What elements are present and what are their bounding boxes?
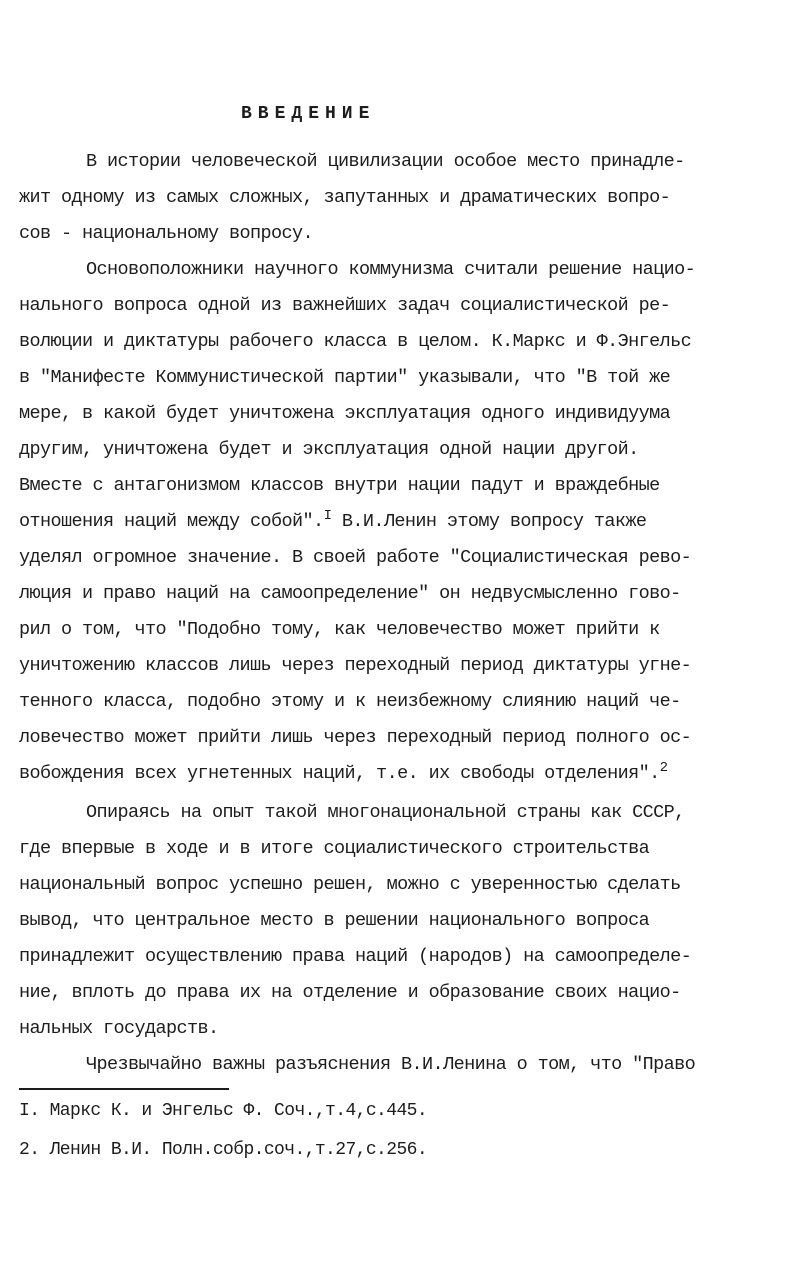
text-line: ловечество может прийти лишь через переходный период полного ос- bbox=[19, 727, 692, 748]
text-line: В истории человеческой цивилизации особое место принадле- bbox=[86, 151, 685, 172]
text-segment: отношения наций между собой". bbox=[19, 511, 324, 532]
text-line: ние, вплоть до права их на отделение и образование своих нацио- bbox=[19, 982, 681, 1003]
text-line bbox=[19, 760, 668, 785]
text-line: Чрезвычайно важны разъяснения В.И.Ленина о том, что "Право bbox=[86, 1054, 696, 1075]
text-line: мере, в какой будет уничтожена эксплуатация одного индивидуума bbox=[19, 403, 671, 424]
text-line: Вместе с антагонизмом классов внутри нации падут и враждебные bbox=[19, 475, 660, 496]
text-line: жит одному из самых сложных, запутанных и драматических вопро- bbox=[19, 187, 671, 208]
text-line: люция и право наций на самоопределение" он недвусмысленно гово- bbox=[19, 583, 681, 604]
text-line: национальный вопрос успешно решен, можно с уверенностью сделать bbox=[19, 874, 681, 895]
text-line bbox=[19, 508, 647, 533]
text-line: рил о том, что "Подобно тому, как человечество может прийти к bbox=[19, 619, 660, 640]
text-line: в "Манифесте Коммунистической партии" указывали, что "В той же bbox=[19, 367, 671, 388]
text-line: тенного класса, подобно этому и к неизбежному слиянию наций че- bbox=[19, 691, 681, 712]
page-title: ВВЕДЕНИЕ bbox=[241, 104, 376, 124]
footnote-mark: I bbox=[323, 508, 332, 524]
text-line: где впервые в ходе и в итоге социалистического строительства bbox=[19, 838, 650, 859]
text-line: уделял огромное значение. В своей работе "Социалистическая рево- bbox=[19, 547, 692, 568]
text-line: нальных государств. bbox=[19, 1018, 219, 1039]
text-segment: вобождения всех угнетенных наций, т.е. их свободы отделения". bbox=[19, 763, 660, 784]
text-line: уничтожению классов лишь через переходный период диктатуры угне- bbox=[19, 655, 692, 676]
text-line: волюции и диктатуры рабочего класса в целом. К.Маркс и Ф.Энгельс bbox=[19, 331, 692, 352]
text-line: сов - национальному вопросу. bbox=[19, 223, 314, 244]
text-line: другим, уничтожена будет и эксплуатация одной нации другой. bbox=[19, 439, 639, 460]
footnote-divider bbox=[19, 1088, 229, 1090]
text-line: вывод, что центральное место в решении национального вопроса bbox=[19, 910, 650, 931]
text-line: нального вопроса одной из важнейших задач социалистической ре- bbox=[19, 295, 671, 316]
text-line: принадлежит осуществлению права наций (народов) на самоопределе- bbox=[19, 946, 692, 967]
text-segment: В.И.Ленин этому вопросу также bbox=[331, 511, 647, 532]
text-line: Основоположники научного коммунизма считали решение нацио- bbox=[86, 259, 696, 280]
footnote: I. Маркс К. и Энгельс Ф. Соч.,т.4,с.445. bbox=[19, 1101, 428, 1121]
footnote: 2. Ленин В.И. Полн.собр.соч.,т.27,с.256. bbox=[19, 1140, 428, 1160]
footnote-mark: 2 bbox=[659, 760, 668, 776]
text-line: Опираясь на опыт такой многонациональной страны как СССР, bbox=[86, 802, 685, 823]
